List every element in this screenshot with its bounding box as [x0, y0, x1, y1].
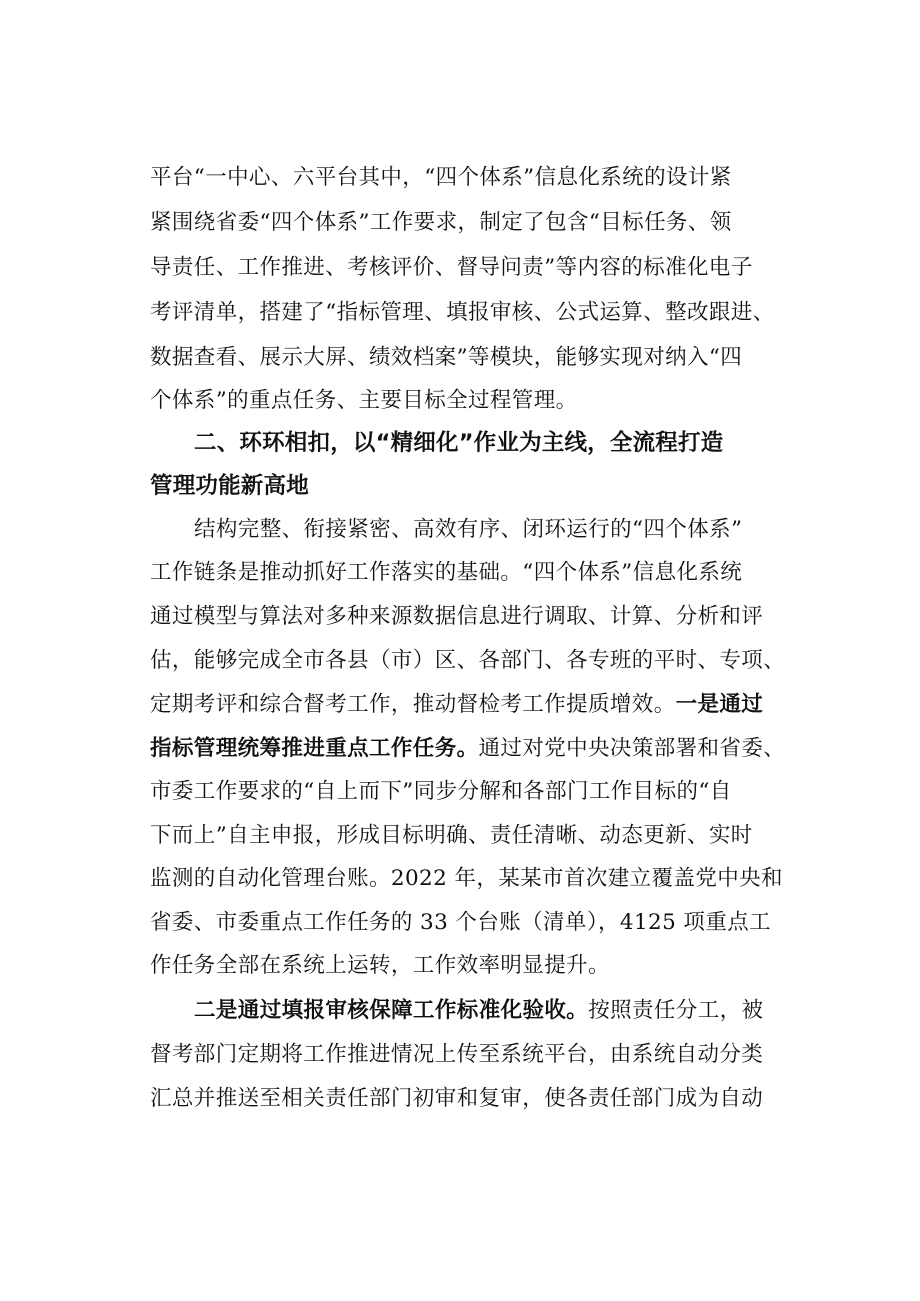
paragraph-1-line-5: 数据查看、展示大屏、绩效档案”等模块，能够实现对纳入“四 [150, 345, 743, 370]
paragraph-2-line-8: 下而上”自主申报，形成目标明确、责任清晰、动态更新、实时 [150, 823, 753, 848]
paragraph-3-line-1-bold-text: 二是通过填报审核保障工作标准化验收。 [194, 998, 589, 1023]
paragraph-1-line-6: 个体系”的重点任务、主要目标全过程管理。 [150, 388, 578, 413]
paragraph-2-line-5 [150, 690, 763, 720]
paragraph-3-line-3: 汇总并推送至相关责任部门初审和复审，使各责任部门成为自动 [150, 1086, 764, 1111]
section-heading-line-2: 管理功能新高地 [150, 473, 309, 499]
paragraph-2-line-4: 估，能够完成全市各县（市）区、各部门、各专班的平时、专项、 [150, 648, 786, 673]
paragraph-2-line-10: 省委、市委重点工作任务的 33 个台账（清单），4125 项重点工 [150, 910, 772, 935]
paragraph-2-line-6-text: 通过对党中央决策部署和省委、 [478, 736, 786, 761]
paragraph-1-line-1: 平台“一中心、六平台其中，“四个体系”信息化系统的设计紧 [150, 165, 732, 190]
paragraph-2-line-5-bold-text: 一是通过 [675, 692, 764, 717]
paragraph-3-line-1 [194, 996, 763, 1026]
paragraph-2-line-5-text: 定期考评和综合督考工作，推动督检考工作提质增效。 [150, 692, 676, 717]
section-heading-line-1: 二、环环相扣，以“精细化”作业为主线，全流程打造 [194, 430, 724, 456]
paragraph-2-line-6 [150, 734, 785, 764]
paragraph-1-line-3: 导责任、工作推进、考核评价、督导问责”等内容的标准化电子 [150, 255, 753, 280]
paragraph-2-line-7: 市委工作要求的“自上而下”同步分解和各部门工作目标的“自 [150, 779, 732, 804]
paragraph-2-line-6-bold-text: 指标管理统筹推进重点工作任务。 [150, 736, 479, 761]
paragraph-3-line-2: 督考部门定期将工作推进情况上传至系统平台，由系统自动分类 [150, 1042, 764, 1067]
paragraph-2-line-2: 工作链条是推动抓好工作落实的基础。“四个体系”信息化系统 [150, 560, 743, 585]
paragraph-2-line-1: 结构完整、衔接紧密、高效有序、闭环运行的“四个体系” [194, 517, 743, 542]
paragraph-3-line-1-text: 按照责任分工，被 [588, 998, 764, 1023]
paragraph-2-line-9: 监测的自动化管理台账。2022 年，某某市首次建立覆盖党中央和 [150, 866, 783, 891]
paragraph-2-line-3: 通过模型与算法对多种来源数据信息进行调取、计算、分析和评 [150, 604, 764, 629]
paragraph-1-line-2: 紧围绕省委“四个体系”工作要求，制定了包含“目标任务、领 [150, 210, 732, 235]
paragraph-1-line-4: 考评清单，搭建了“指标管理、填报审核、公式运算、整改跟进、 [150, 300, 775, 325]
paragraph-2-line-11: 作任务全部在系统上运转，工作效率明显提升。 [150, 953, 610, 978]
